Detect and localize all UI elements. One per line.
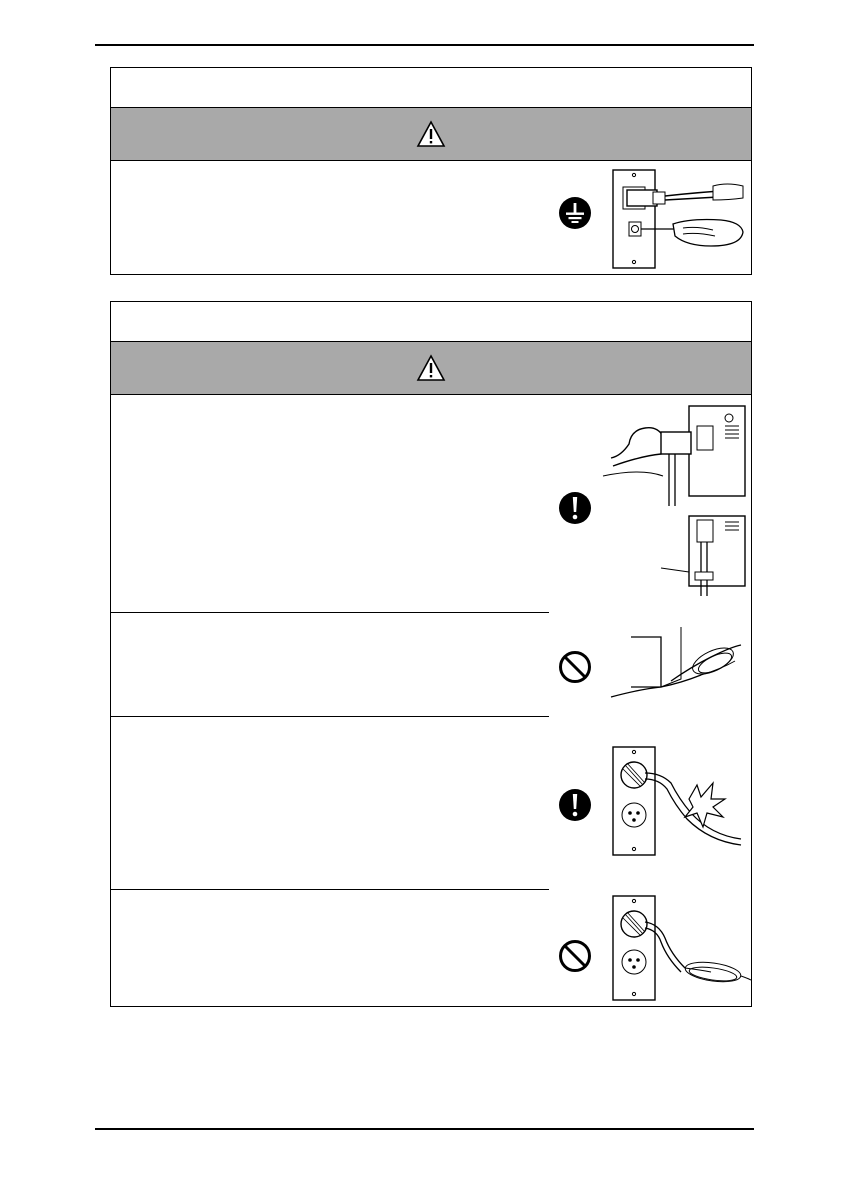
panel-title: [111, 302, 751, 342]
panel-item: [111, 613, 751, 716]
panel-title: [111, 68, 751, 108]
warning-triangle-icon: [416, 354, 446, 382]
safety-panel-power-cord: [110, 301, 752, 1007]
footer-rule: [95, 1128, 754, 1130]
panel-item: [111, 890, 751, 1006]
panel-item: [111, 717, 751, 889]
prohibition-icon: [558, 650, 592, 684]
safety-panel-grounding: [110, 67, 752, 275]
warning-banner: [111, 108, 751, 161]
mandatory-action-icon: [558, 788, 592, 822]
mandatory-action-icon: [558, 491, 592, 525]
ground-symbol-icon: [558, 196, 592, 230]
bundled-cord-outlet-illustration: [601, 892, 751, 1002]
warning-banner: [111, 342, 751, 395]
power-cord-connector-illustration: [601, 396, 751, 606]
damaged-cord-outlet-illustration: [601, 743, 751, 863]
prohibition-icon: [558, 939, 592, 973]
ground-wire-wall-outlet-illustration: [601, 162, 751, 272]
panel-item: [111, 160, 751, 274]
panel-item: [111, 394, 751, 612]
cord-under-machine-illustration: [601, 617, 751, 717]
warning-triangle-icon: [416, 120, 446, 148]
header-rule: [95, 44, 754, 46]
